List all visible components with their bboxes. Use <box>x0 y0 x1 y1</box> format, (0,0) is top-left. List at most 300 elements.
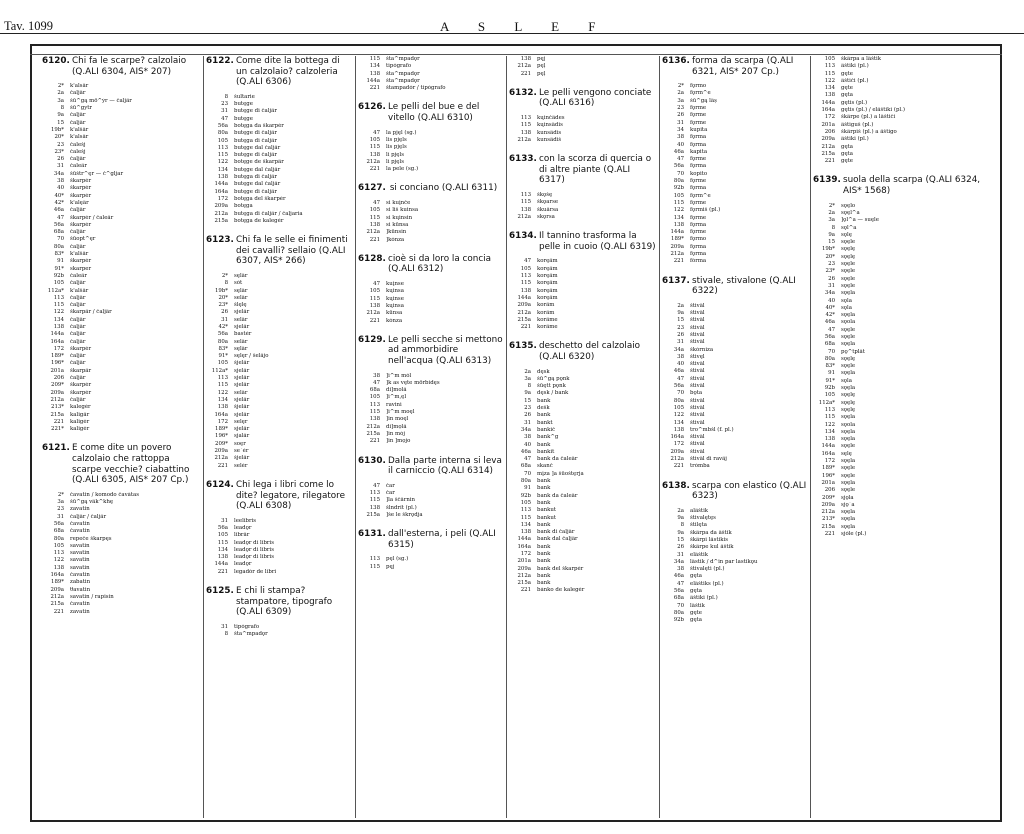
point-number: 80a <box>824 355 835 362</box>
point-number: 34a <box>824 290 835 297</box>
point-number: 15 <box>524 397 531 404</box>
dialect-form: sjalâr <box>234 433 250 440</box>
point-number: 2a <box>677 302 684 309</box>
entry-row <box>42 222 200 229</box>
point-number: 134 <box>53 316 64 323</box>
point-number: 34a <box>673 346 684 353</box>
point-number: 212a <box>214 455 228 462</box>
dialect-form: selâr <box>234 294 248 301</box>
entry-row <box>358 215 503 222</box>
entry-row <box>206 218 352 225</box>
entry-row <box>813 283 998 290</box>
section-number: 6133. <box>509 154 537 165</box>
entry-row <box>206 624 352 631</box>
dialect-form: čaljâr <box>70 243 86 250</box>
point-number: 115 <box>217 382 228 389</box>
entry-row <box>42 134 200 141</box>
dialect-form: kųinse <box>386 295 404 302</box>
entry-row <box>206 94 352 101</box>
dialect-form: fǫrme <box>690 229 707 236</box>
dialect-form: ]in mój <box>386 430 406 437</box>
point-number: 23 <box>57 141 64 148</box>
point-number: 221 <box>369 166 380 173</box>
dialect-form: ]kūnsin <box>386 229 407 236</box>
entry-row <box>509 295 656 302</box>
column-2 <box>206 56 352 818</box>
entry-row <box>662 515 807 522</box>
point-number: 212a <box>517 213 531 220</box>
dialect-form: sǫęlę <box>841 253 856 260</box>
dialect-form: soęr <box>234 440 246 447</box>
dialect-form: botęga del škarpér <box>234 195 286 202</box>
point-number: 115 <box>369 563 380 570</box>
dialect-form: sjelâr <box>234 396 250 403</box>
point-number: 115 <box>53 302 64 309</box>
point-number: 134 <box>217 546 228 553</box>
entry-row <box>662 105 807 112</box>
dialect-form: tro^mbšl (f. pl.) <box>690 426 734 433</box>
point-number: 31 <box>524 419 531 426</box>
entry-row <box>358 497 503 504</box>
entry-row <box>813 312 998 319</box>
point-number: 172 <box>217 195 228 202</box>
entry-row <box>42 309 200 316</box>
entry-row <box>813 429 998 436</box>
entry-row <box>358 222 503 229</box>
dialect-form: botęge de škarpâr <box>234 159 284 166</box>
point-number: 105 <box>673 404 684 411</box>
point-number: 105 <box>520 265 531 272</box>
point-number: 206 <box>53 375 64 382</box>
dialect-form: fǫrmo <box>690 236 707 243</box>
point-number: 209a <box>670 243 684 250</box>
point-number: 92b <box>673 617 684 624</box>
dialect-form: ]in moęl <box>386 416 409 423</box>
entry-row <box>813 392 998 399</box>
entry-row <box>509 544 656 551</box>
point-number: 47 <box>524 258 531 265</box>
dialect-form: butęge di čaljâr <box>234 108 277 115</box>
entry-row <box>509 63 656 70</box>
point-number: 172 <box>520 551 531 557</box>
entry-row <box>206 419 352 426</box>
dialect-form: šta^mpadǫr <box>234 631 268 638</box>
point-number: 80a <box>673 178 684 185</box>
dialect-form: gęte <box>841 70 853 77</box>
section-number: 6130. <box>358 455 386 466</box>
entry-row <box>509 207 656 214</box>
section-number: 6126. <box>358 102 386 113</box>
point-number: 134 <box>824 85 835 92</box>
point-number: 212a <box>366 229 380 236</box>
point-number: 221 <box>369 317 380 324</box>
point-number: 209a <box>821 136 835 143</box>
point-number: 201a <box>50 367 64 374</box>
point-number: 138 <box>673 221 684 228</box>
dialect-form: šlęlę <box>234 302 247 309</box>
entry-row <box>206 448 352 455</box>
entry-row <box>42 317 200 324</box>
entry-row <box>813 107 998 114</box>
section-number: 6139. <box>813 175 841 186</box>
point-number: 19b* <box>214 287 228 294</box>
point-number: 47 <box>373 482 380 489</box>
point-number: 26 <box>57 156 64 163</box>
entry-row <box>662 236 807 243</box>
dialect-form: štivâl <box>690 412 705 419</box>
point-number: 92b <box>53 272 64 279</box>
point-number: 68a <box>369 387 380 394</box>
dialect-form: savatin <box>70 550 90 557</box>
point-number: 212a <box>517 136 531 143</box>
entry-row <box>42 594 200 601</box>
dialect-form: šūštr^ęr — č^gljar <box>70 170 124 177</box>
dialect-form: butęge di čaljâr <box>234 130 277 137</box>
point-number: 144a <box>517 294 531 301</box>
entry-row <box>662 303 807 310</box>
dialect-form: sǫęla <box>841 436 856 443</box>
dialect-form: štampadór / tipógrafo <box>386 85 446 92</box>
dialect-form: kuįnse <box>386 281 404 288</box>
entry-row <box>813 217 998 224</box>
entry-row <box>813 422 998 429</box>
dialect-form: ]i^m moęl <box>386 409 415 416</box>
point-number: 40 <box>677 141 684 148</box>
section-title <box>662 481 807 502</box>
dialect-form: sjǫ´a <box>841 501 855 508</box>
entry-row <box>509 390 656 397</box>
dialect-form: šultarie <box>234 93 255 100</box>
dialect-form: butęge di čaljâr <box>234 188 277 195</box>
dialect-form: kųinsâdis <box>537 122 563 129</box>
dialect-form: savatin <box>70 564 90 571</box>
entry-row <box>206 280 352 287</box>
entry-row <box>509 412 656 419</box>
entry-row <box>509 551 656 558</box>
section-question: forma da scarpa (Q.ALI 6321, AIS* 207 Cp.) <box>692 56 794 77</box>
point-number: 138 <box>369 302 380 309</box>
entry-row <box>813 400 998 407</box>
entry-row <box>42 302 200 309</box>
entry-row <box>662 229 807 236</box>
entry-row <box>206 404 352 411</box>
section-title <box>509 154 656 186</box>
point-number: 134 <box>217 166 228 173</box>
point-number: 31 <box>677 551 684 558</box>
point-number: 80a <box>217 338 228 345</box>
point-number: 34a <box>673 558 684 565</box>
dialect-form: selâr <box>234 389 248 396</box>
point-number: 70 <box>524 470 531 477</box>
point-number: 122 <box>824 77 835 84</box>
dialect-form: sjelâr <box>234 426 250 433</box>
section-title <box>42 56 200 77</box>
point-number: 212a <box>50 396 64 403</box>
point-number: 115 <box>824 70 835 77</box>
entry-row <box>509 398 656 405</box>
entry-row <box>42 360 200 367</box>
dialect-form: gętis (pl.) <box>841 99 868 106</box>
map-section <box>42 56 200 433</box>
dialect-form: butęge dal čaljâr <box>234 144 281 151</box>
entry-row <box>42 105 200 112</box>
dialect-form: štivâl <box>690 397 705 404</box>
entry-row <box>358 387 503 394</box>
dialect-form: kapita <box>690 148 708 155</box>
entry-row <box>42 331 200 338</box>
entry-row <box>662 368 807 375</box>
section-number: 6132. <box>509 87 537 98</box>
entry-row <box>206 360 352 367</box>
point-number: 113 <box>520 507 531 514</box>
point-number: 31 <box>221 517 228 524</box>
entry-row <box>42 215 200 222</box>
dialect-form: ]k as vęte mörbidęs <box>386 379 440 386</box>
dialect-form: čaljâr <box>70 90 86 97</box>
dialect-form: botęga da škarpér <box>234 122 284 129</box>
section-question: Le pelli del bue e del vitello (Q.ALI 6310) <box>388 102 480 124</box>
dialect-form: k'alšâr <box>70 287 89 294</box>
point-number: 91 <box>828 370 835 377</box>
point-number: 221 <box>369 85 380 92</box>
dialect-form: k'alsâr <box>70 83 89 90</box>
point-number: 138 <box>217 174 228 181</box>
entry-row <box>206 433 352 440</box>
entry-row <box>662 332 807 339</box>
entry-row <box>206 116 352 123</box>
dialect-form: koręâm <box>537 273 558 280</box>
entry-row <box>813 136 998 143</box>
dialect-form: čaljâr <box>70 294 86 301</box>
entry-row <box>662 142 807 149</box>
dialect-form: štivalęti (pl.) <box>690 566 725 573</box>
dialect-form: koręâm <box>537 280 558 287</box>
entry-row <box>813 158 998 165</box>
point-number: 189* <box>671 236 684 243</box>
dialect-form: butęge dal čaljâr <box>234 181 281 188</box>
dialect-form: legadór de libri <box>234 568 277 575</box>
section-question: E chi li stampa? stampatore, tipografo (Q.ALI 6309) <box>236 586 333 618</box>
point-number: 105 <box>824 392 835 399</box>
dialect-form: čavatin <box>70 601 90 608</box>
point-number: 68a <box>673 595 684 602</box>
point-number: 172 <box>824 114 835 121</box>
entry-row <box>813 203 998 210</box>
dialect-form: sǫęle <box>841 465 856 472</box>
point-number: 3a <box>677 97 684 104</box>
dialect-form: štivâl <box>690 448 705 455</box>
point-number: 42* <box>825 312 835 319</box>
dialect-form: bank dal čaljâr <box>537 536 578 543</box>
entry-row <box>509 449 656 456</box>
point-number: 201a <box>821 479 835 486</box>
entry-row <box>206 203 352 210</box>
entry-row <box>206 123 352 130</box>
point-number: 138 <box>369 416 380 423</box>
entry-row <box>509 478 656 485</box>
point-number: 115 <box>369 497 380 504</box>
plate-number: Tav. 1099 <box>4 19 53 33</box>
point-number: 56a <box>217 122 228 129</box>
dialect-form: fǫrma <box>690 221 707 228</box>
entry-row <box>813 78 998 85</box>
point-number: 40* <box>825 304 835 311</box>
dialect-form: butęga di čaljâr <box>234 174 277 181</box>
point-number: 9a <box>677 515 684 522</box>
point-number: 115 <box>520 514 531 521</box>
point-number: 209a <box>670 448 684 455</box>
entry-row <box>206 324 352 331</box>
entry-row <box>358 431 503 438</box>
dialect-form: gęta <box>841 143 854 150</box>
point-number: 138 <box>369 70 380 77</box>
point-number: 56a <box>53 521 64 527</box>
entry-row <box>813 473 998 480</box>
dialect-form: sjelâr <box>234 309 250 316</box>
entry-row <box>42 156 200 163</box>
point-number: 42* <box>218 323 228 330</box>
point-number: 172 <box>824 458 835 465</box>
point-number: 164a <box>821 450 835 457</box>
entry-row <box>662 544 807 551</box>
entry-row <box>662 317 807 324</box>
entry-row <box>42 419 200 426</box>
point-number: 3a <box>524 375 531 382</box>
point-number: 138 <box>520 529 531 536</box>
entry-row <box>42 288 200 295</box>
dialect-form: čar <box>386 482 395 489</box>
dialect-form: selęr <box>234 418 248 425</box>
section-question: suola della scarpa (Q.ALI 6324, AIS* 1568) <box>843 175 981 197</box>
entry-row <box>42 178 200 185</box>
entry-row <box>813 151 998 158</box>
map-section <box>358 456 503 520</box>
point-number: 144a <box>821 443 835 450</box>
dialect-form: bank <box>537 478 551 485</box>
entry-row <box>206 547 352 554</box>
dialect-form: bankič <box>537 426 556 433</box>
entry-row <box>509 529 656 536</box>
dialect-form: bank del škarpér <box>537 565 584 572</box>
dialect-form: čaljâr <box>70 323 86 330</box>
dialect-form: fǫrma <box>690 185 707 192</box>
dialect-form: la pele (sg.) <box>386 166 419 173</box>
point-number: 105 <box>369 288 380 295</box>
entry-row <box>42 207 200 214</box>
dialect-form: butęge di čaljâr <box>234 152 277 159</box>
dialect-form: sǫęlo <box>841 202 856 209</box>
point-number: 113 <box>369 401 380 408</box>
frame-inner-rule <box>30 54 1002 55</box>
section-title <box>358 529 503 550</box>
dialect-form: leadǫr di libris <box>234 546 274 553</box>
point-number: 80a <box>673 609 684 616</box>
dialect-form: sǫla <box>841 304 852 311</box>
dialect-form: sǫęle <box>841 261 856 268</box>
entry-row <box>206 295 352 302</box>
point-number: 212a <box>50 593 64 600</box>
point-number: 47 <box>677 375 684 382</box>
point-number: 9a <box>57 112 64 119</box>
entry-row <box>42 579 200 586</box>
entry-row <box>358 281 503 288</box>
point-number: 3a <box>57 97 64 104</box>
point-number: 138 <box>520 206 531 213</box>
entry-row <box>509 288 656 295</box>
point-number: 105 <box>217 532 228 539</box>
dialect-form: kaligér <box>70 418 90 425</box>
section-title <box>206 480 352 512</box>
point-number: 138 <box>673 426 684 433</box>
point-number: 31 <box>221 623 228 630</box>
entry-row <box>662 361 807 368</box>
dialect-form: ]i^m,ęl <box>386 394 407 401</box>
dialect-form: leadǫr <box>234 525 252 531</box>
point-number: 209a <box>214 203 228 210</box>
dialect-form: štivâl <box>690 317 705 324</box>
point-number: 115 <box>217 152 228 159</box>
point-number: 46a <box>673 573 684 580</box>
dialect-form: korâme <box>537 316 558 323</box>
entry-row <box>42 492 200 499</box>
dialect-form: bǫta <box>690 390 703 397</box>
entry-row <box>509 587 656 594</box>
dialect-form: bankut <box>537 514 557 521</box>
point-number: 196* <box>51 360 64 367</box>
dialect-form: bank <box>537 572 551 579</box>
point-number: 221 <box>217 462 228 469</box>
point-number: 56a <box>824 333 835 340</box>
entry-row <box>42 601 200 608</box>
dialect-form: štivâl <box>690 383 705 390</box>
entry-row <box>662 339 807 346</box>
entry-row <box>509 214 656 221</box>
entry-row <box>206 390 352 397</box>
dialect-form: sǫęl^a <box>841 209 860 216</box>
entry-row <box>206 339 352 346</box>
point-number: 144a <box>50 331 64 338</box>
entry-row <box>813 114 998 121</box>
dialect-form: butęge <box>234 115 253 122</box>
map-section <box>42 443 200 615</box>
dialect-form: repeče škarpęs <box>70 535 112 542</box>
dialect-form: štivâl <box>690 419 705 426</box>
entry-row <box>42 193 200 200</box>
entry-row <box>358 152 503 159</box>
entry-row <box>509 427 656 434</box>
point-number: 19b* <box>50 126 64 133</box>
dialect-form: kunsâdiš <box>537 136 562 143</box>
entry-row <box>509 493 656 500</box>
entry-row <box>662 537 807 544</box>
point-number: 215a <box>366 430 380 437</box>
entry-row <box>509 273 656 280</box>
point-number: 212a <box>821 509 835 516</box>
dialect-form: fǫrma <box>690 141 707 148</box>
dialect-form: gęta <box>841 92 854 99</box>
entry-row <box>509 558 656 565</box>
dialect-form: sǫęla <box>841 509 856 516</box>
entry-row <box>358 71 503 78</box>
entry-row <box>206 525 352 532</box>
map-section <box>662 481 807 625</box>
entry-row <box>813 210 998 217</box>
entry-row <box>509 56 656 63</box>
entry-row <box>206 569 352 576</box>
entry-row <box>509 463 656 470</box>
point-number: 209a <box>821 501 835 508</box>
dialect-form: fǫrme <box>690 214 707 221</box>
